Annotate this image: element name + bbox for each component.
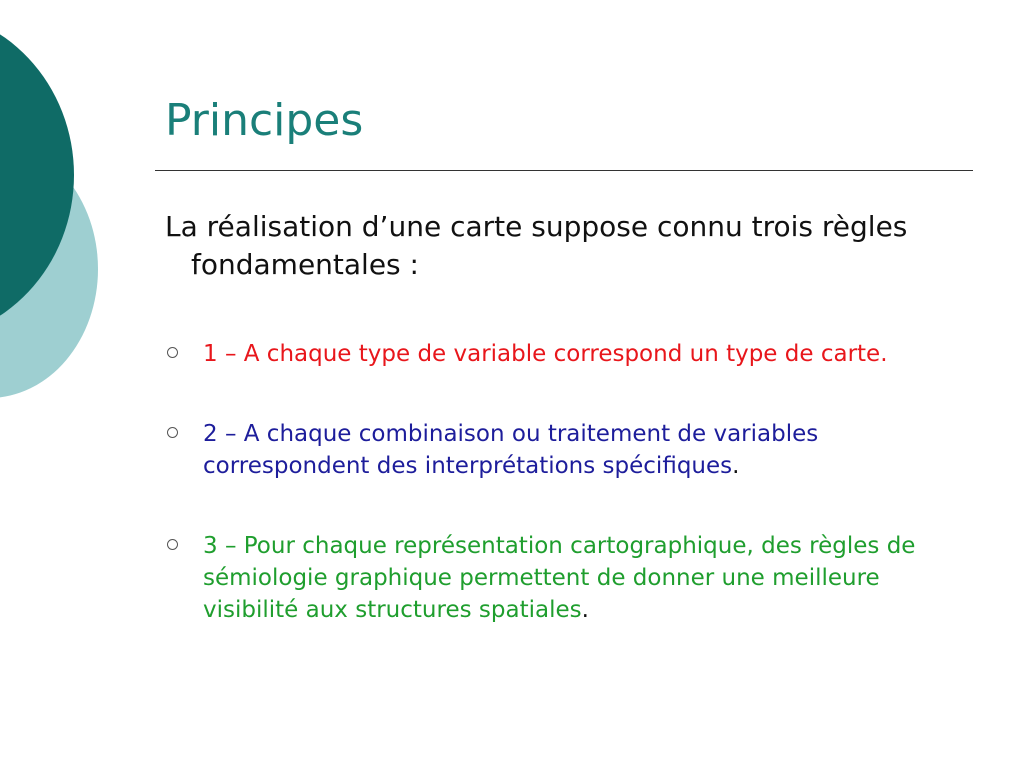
hollow-circle-bullet-icon [167,427,178,438]
bullet-item-1 [165,338,965,370]
bullet-tail-2: . [732,453,740,479]
hollow-circle-bullet-icon [167,347,178,358]
bullet-list [165,338,965,626]
bullet-tail-3: . [581,597,589,623]
bullet-item-3 [165,530,965,626]
slide-title: Principes [165,95,364,146]
intro-text: La réalisation d’une carte suppose connu trois règles fondamentales : [165,210,908,281]
bullet-text-1: 1 – A chaque type de variable correspond un type de carte. [203,341,888,367]
title-divider [155,170,973,171]
bullet-text-2: 2 – A chaque combinaison ou traitement de variables correspondent des interprétations spécifiques [203,421,819,479]
bullet-text-3: 3 – Pour chaque représentation cartographique, des règles de sémiologie graphique permettent de donner une meilleure visibilité aux structures spatiales [203,533,916,623]
bullet-item-2 [165,418,965,482]
hollow-circle-bullet-icon [167,539,178,550]
